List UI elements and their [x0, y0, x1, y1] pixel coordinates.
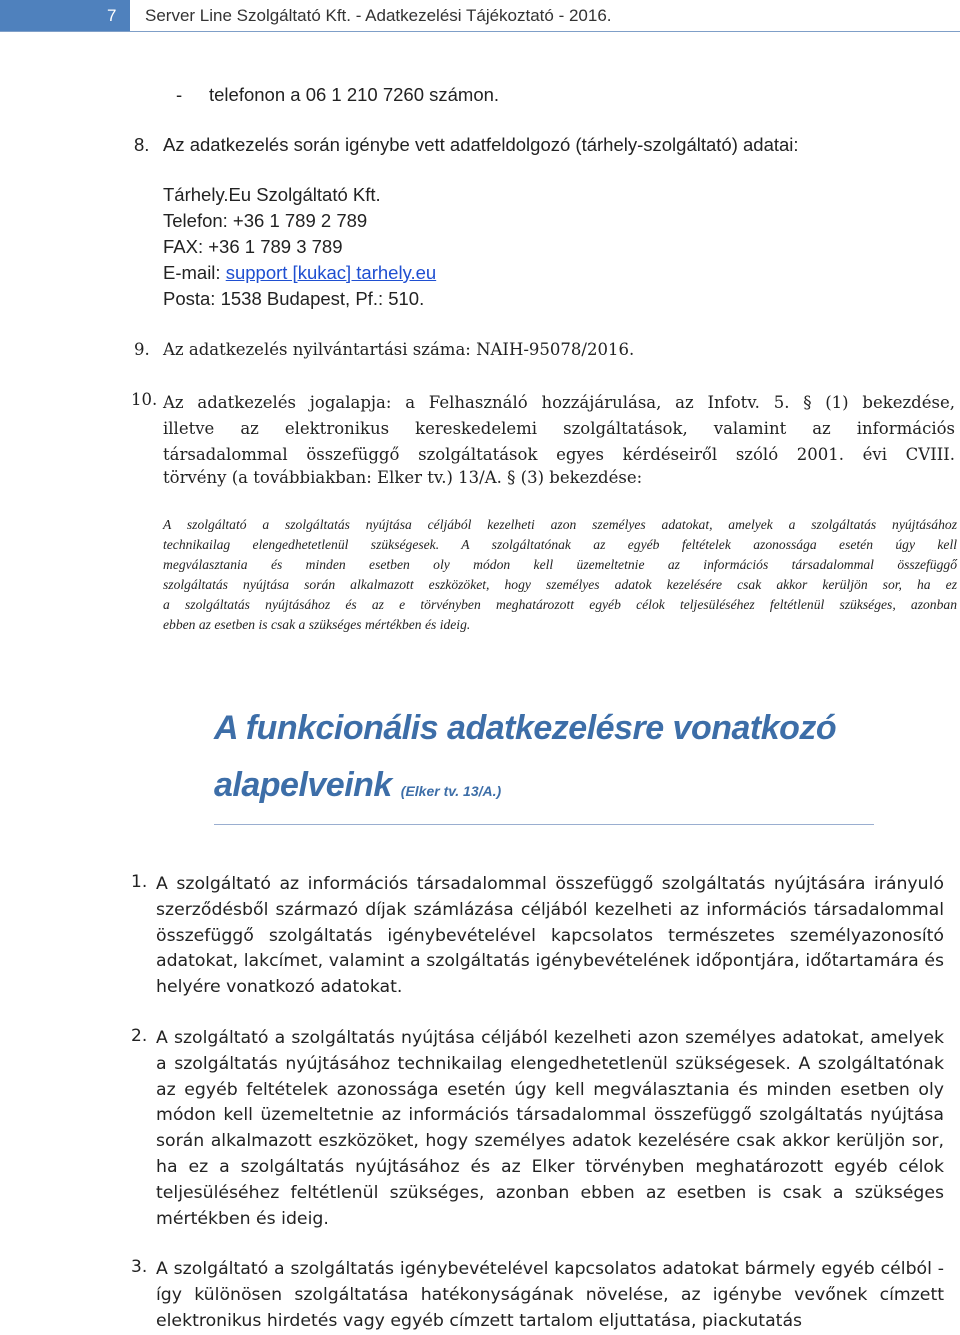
processor-company: Tárhely.Eu Szolgáltató Kft. — [163, 184, 381, 205]
section-10-line-4: törvény (a továbbiakban: Elker tv.) 13/A. § (3) bekezdése: — [163, 468, 643, 487]
item-3-number: 3. — [131, 1257, 148, 1277]
section-10-line-3: társadalommal összefüggő szolgáltatások egyes kérdéseiről szóló 2001. évi CVIII. — [163, 445, 955, 464]
item-1-number: 1. — [131, 872, 148, 892]
dash-bullet: - — [176, 84, 183, 105]
item-2-text: A szolgáltató a szolgáltatás nyújtása céljából kezelheti azon személyes adatokat, amelyek a szolgáltatás nyújtásához technikailag elengedhetetlenül szükségesek. A szolgáltatónak az egyéb feltételek azonossága esetén úgy kell megválasztania és minden esetben oly módon kell üzemeltetnie az információs társadalommal összefüggő szolgáltatás nyújtása során alkalmazott eszközöket, hogy személyes adatok kezelésére csak akkor kerüljön sor, ha ez a szolgáltatás nyújtásához és az Elker törvényben meghatározott egyéb célok teljesüléséhez feltétlenül szükséges, azonban ebben az esetben is csak a szükséges mértékben és ideig. — [156, 1028, 944, 1229]
heading-line-2-text: alapelveink — [214, 766, 392, 804]
section-9-text: Az adatkezelés nyilvántartási száma: NAIH-95078/2016. — [163, 340, 635, 359]
heading-line-1: A funkcionális adatkezelésre vonatkozó — [214, 709, 837, 747]
quote-line-4: szolgáltatás nyújtása során alkalmazott eszközöket, hogy személyes adatok kezelésére csak akkor kerüljön sor, ha ez — [163, 577, 957, 592]
section-8-text: Az adatkezelés során igénybe vett adatfeldolgozó (tárhely-szolgáltató) adatai: — [163, 134, 799, 155]
phone-line: telefonon a 06 1 210 7260 számon. — [209, 84, 500, 105]
processor-phone: Telefon: +36 1 789 2 789 — [163, 210, 368, 231]
item-3-text: A szolgáltató a szolgáltatás igénybevételével kapcsolatos adatokat bármely egyéb célból - így különösen szolgáltatása hatékonyságának növelése, az igénybe vevőnek címzett elektronikus hirdetés vagy egyéb címzett tartalom eljuttatása, piackutatás — [156, 1259, 944, 1331]
heading-suffix: (Elker tv. 13/A.) — [400, 783, 502, 799]
section-10-line-2: illetve az elektronikus kereskedelemi szolgáltatások, valamint az információs — [163, 419, 955, 438]
section-9-number: 9. — [134, 340, 150, 359]
page-header — [0, 0, 960, 32]
quote-line-1: A szolgáltató a szolgáltatás nyújtása céljából kezelheti azon személyes adatokat, amelyek a szolgáltatás nyújtásához — [163, 517, 957, 532]
page-number: 7 — [0, 0, 130, 31]
processor-post: Posta: 1538 Budapest, Pf.: 510. — [163, 288, 425, 309]
heading-line-2 — [214, 757, 914, 820]
quote-line-5: a szolgáltatás nyújtásához és az e törvényben meghatározott egyéb célok teljesüléséhez feltétlenül szükséges, azonban — [163, 597, 957, 612]
email-link[interactable]: support [kukac] tarhely.eu — [225, 262, 437, 283]
section-10-number: 10. — [131, 390, 158, 409]
processor-email — [163, 262, 436, 284]
section-8-number: 8. — [134, 134, 150, 155]
item-2-number: 2. — [131, 1026, 148, 1046]
section-heading — [214, 700, 914, 820]
processor-fax: FAX: +36 1 789 3 789 — [163, 236, 343, 257]
quote-line-6: ebben az esetben is csak a szükséges mértékben és ideig. — [163, 617, 471, 632]
item-1-text: A szolgáltató az információs társadalommal összefüggő szolgáltatás nyújtására irányuló szerződésből származó díjak számlázása céljából kezelheti az információs társadalommal összefüggő szolgáltatás igénybevételével kapcsolatos természetes személyazonosító adatokat, lakcímet, valamint a szolgáltatás igénybevételének időpontjára, időtartamára és helyére vonatkozó adatokat. — [156, 874, 944, 998]
quote-line-2: technikailag elengedhetetlenül szükségesek. A szolgáltatónak az egyéb feltételek azonossága esetén úgy kell — [163, 537, 957, 552]
document-title: Server Line Szolgáltató Kft. - Adatkezelési Tájékoztató - 2016. — [145, 6, 612, 25]
section-10-line-1: Az adatkezelés jogalapja: a Felhasználó hozzájárulása, az Infotv. 5. § (1) bekezdése, — [163, 393, 955, 412]
quote-line-3: megválasztania és minden esetben oly módon kell üzemeltetnie az információs társadalommal összefüggő — [163, 557, 957, 572]
email-label: E-mail: — [163, 262, 221, 283]
heading-divider — [214, 824, 874, 825]
